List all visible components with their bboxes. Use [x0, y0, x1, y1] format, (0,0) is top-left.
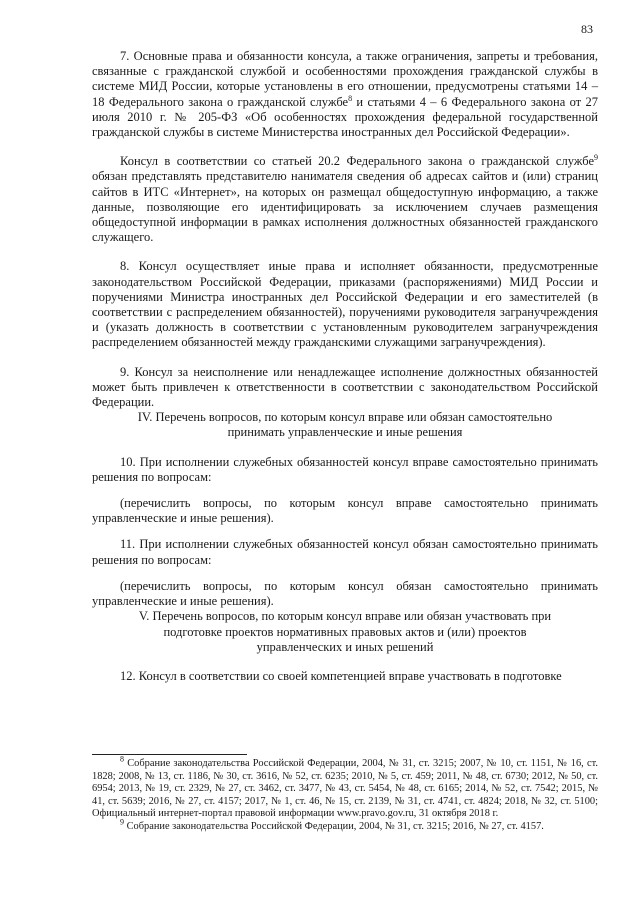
- footnotes: [92, 754, 598, 834]
- section-heading-v: V. Перечень вопросов, по которым консул вправе или обязан участвовать при подготовке проектов нормативных правовых актов и (или) проектов управленческих и иных решений: [138, 609, 552, 654]
- paragraph-11-list: (перечислить вопросы, по которым консул обязан самостоятельно принимать управленческие и иные решения).: [92, 578, 598, 609]
- paragraph-8: 8. Консул осуществляет иные права и исполняет обязанности, предусмотренные законодательством Российской Федерации, приказами (распоряжениями) МИД России и поручениями Министра иностранных дел Российской Федерации и его заместителей (в соответствии с распределением обязанностей), поручениями руководителя загранучреждения и (указать должность в соответствии с установленным руководителем загранучреждения распределением обязанностей между гражданскими служащими загранучреждения).: [92, 259, 598, 350]
- section-heading-iv: IV. Перечень вопросов, по которым консул вправе или обязан самостоятельно принимать управленческие и иные решения: [137, 410, 553, 440]
- paragraph-12: 12. Консул в соответствии со своей компетенцией вправе участвовать в подготовке: [120, 668, 562, 683]
- footnote-ref-8[interactable]: 8: [348, 93, 353, 103]
- footnote-divider: [92, 754, 247, 755]
- footnote-ref-9[interactable]: 9: [594, 153, 598, 163]
- footnote-8: $^8$ Собрание законодательства Российской Федерации, 2004, № 31, ст. 3215; 2007, № 10, ст. 1151, № 16, ст. 1828; 2008, № 13, ст. 1186, № 30, ст. 3616, № 52, ст. 6235; 2010, № 5, ст. 459; 2011, № 48, ст. 6730; 2012, № 50, ст. 6954; 2013, № 19, ст. 2329, № 27, ст. 3462, ст. 3477, № 43, ст. 5454, № 48, ст. 6165; 2014, № 52, ст. 7542; 2015, № 41, ст. 5639; 2016, № 27, ст. 4157; 2017, № 1, ст. 46, № 15, ст. 2139, № 31, ст. 4741, ст. 4824; 2018, № 32, ст. 5100; Официальный интернет-портал правовой информации www.pravo.gov.ru, 31 октября 2018 г.: [92, 754, 598, 820]
- paragraph-11: 11. При исполнении служебных обязанностей консул обязан самостоятельно принимать решения по вопросам:: [92, 537, 598, 567]
- document-body: [92, 49, 598, 684]
- paragraph-consul-internet: Консул в соответствии со статьей 20.2 Федерального закона о гражданской службе$^9$ обязан представлять представителю нанимателя сведения об адресах сайтов и (или) страниц сайтов в ИТС «Интернет», на которых он размещал общедоступную информацию, а также данные, позволяющие его идентифицировать за исключением случаев размещения общедоступной информации в рамках исполнения должностных обязанностей гражданского служащего.: [92, 153, 598, 245]
- paragraph-10-list: (перечислить вопросы, по которым консул вправе самостоятельно принимать управленческие и иные решения).: [92, 496, 598, 526]
- footnote-9: $^9$ Собрание законодательства Российской Федерации, 2004, № 31, ст. 3215; 2016, № 27, ст. 4157.: [120, 817, 544, 832]
- paragraph-9: 9. Консул за неисполнение или ненадлежащее исполнение должностных обязанностей может быть привлечен к ответственности в соответствии с законодательством Российской Федерации.: [92, 364, 598, 410]
- paragraph-10: 10. При исполнении служебных обязанностей консул вправе самостоятельно принимать решения по вопросам:: [92, 454, 598, 484]
- paragraph-7: 7. Основные права и обязанности консула, а также ограничения, запреты и требования, связанные с гражданской службой и особенностями прохождения гражданской службы в системе МИД России, которые установлены в его отношении, предусмотрены статьями 14 – 18 Федерального закона о гражданской службе$^8$ и статьями 4 – 6 Федерального закона от 27 июля 2010 г. № 205-ФЗ «Об особенностях прохождения федеральной государственной гражданской службы в системе Министерства иностранных дел Российской Федерации».: [92, 49, 598, 140]
- page-number: 83: [581, 22, 593, 36]
